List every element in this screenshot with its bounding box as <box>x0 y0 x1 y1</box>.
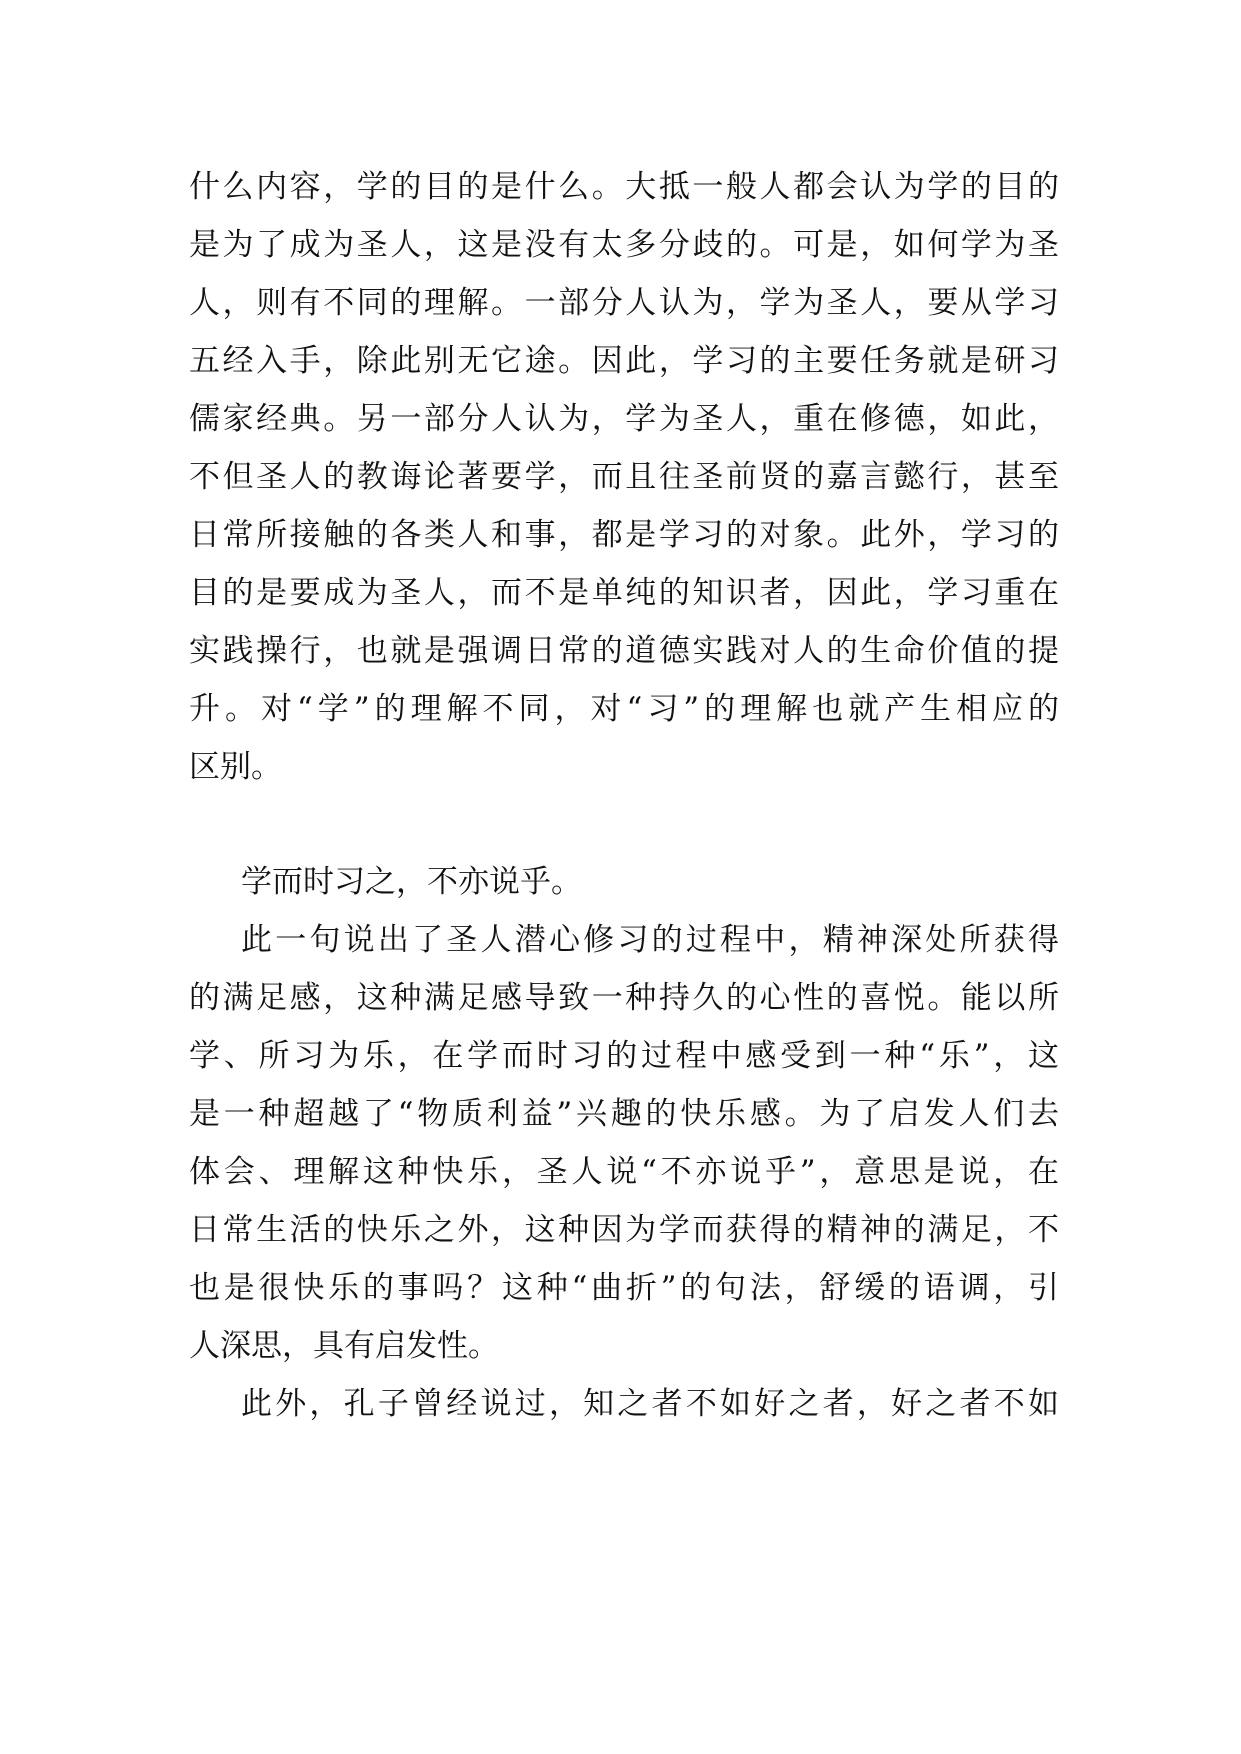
paragraph-line: 实践操行，也就是强调日常的道德实践对人的生命价值的提 <box>189 633 1059 669</box>
paragraph-line: 什么内容，学的目的是什么。大抵一般人都会认为学的目的 <box>189 169 1059 205</box>
paragraph-line: 区别。 <box>189 749 282 785</box>
paragraph-line: 日常所接触的各类人和事，都是学习的对象。此外，学习的 <box>189 517 1059 553</box>
paragraph-line: 五经入手，除此别无它途。因此，学习的主要任务就是研习 <box>189 343 1059 379</box>
paragraph-line: 升。对“学”的理解不同，对“习”的理解也就产生相应的 <box>189 691 1059 727</box>
quote-line: 学而时习之，不亦说乎。 <box>241 864 582 900</box>
paragraph-line: 也是很快乐的事吗？这种“曲折”的句法，舒缓的语调，引 <box>189 1270 1059 1306</box>
paragraph-line: 的满足感，这种满足感导致一种持久的心性的喜悦。能以所 <box>189 980 1059 1016</box>
paragraph-line: 儒家经典。另一部分人认为，学为圣人，重在修德，如此， <box>189 401 1059 437</box>
paragraph-line: 不但圣人的教诲论著要学，而且往圣前贤的嘉言懿行，甚至 <box>189 459 1059 495</box>
paragraph-first-line: 此一句说出了圣人潜心修习的过程中，精神深处所获得 <box>241 922 1059 958</box>
paragraph-first-line: 此外，孔子曾经说过，知之者不如好之者，好之者不如 <box>241 1386 1059 1422</box>
paragraph-line: 日常生活的快乐之外，这种因为学而获得的精神的满足，不 <box>189 1212 1059 1248</box>
paragraph-line: 人深思，具有启发性。 <box>189 1328 499 1364</box>
paragraph-line: 学、所习为乐，在学而时习的过程中感受到一种“乐”，这 <box>189 1038 1059 1074</box>
paragraph-line: 体会、理解这种快乐，圣人说“不亦说乎”，意思是说，在 <box>189 1154 1059 1190</box>
paragraph-line: 是一种超越了“物质利益”兴趣的快乐感。为了启发人们去 <box>189 1096 1059 1132</box>
paragraph-line: 人，则有不同的理解。一部分人认为，学为圣人，要从学习 <box>189 285 1059 321</box>
paragraph-line: 目的是要成为圣人，而不是单纯的知识者，因此，学习重在 <box>189 575 1059 611</box>
paragraph-line: 是为了成为圣人，这是没有太多分歧的。可是，如何学为圣 <box>189 227 1059 263</box>
